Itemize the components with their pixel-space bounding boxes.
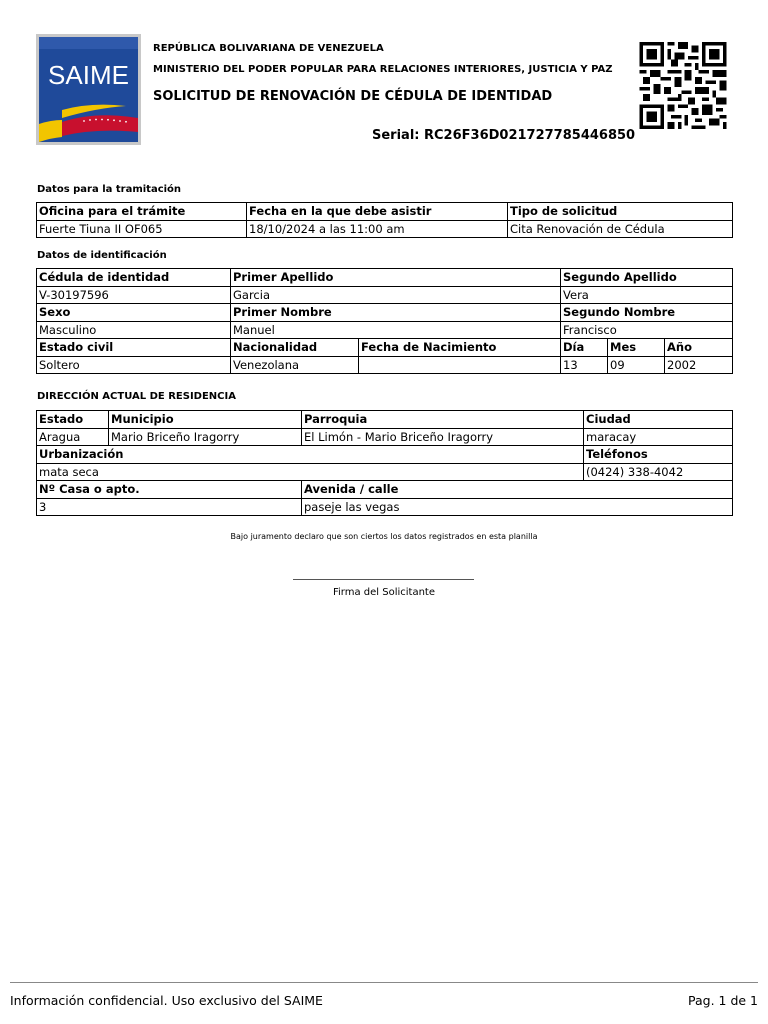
serial-number: Serial: RC26F36D021727785446850 bbox=[372, 128, 636, 143]
oath-statement: Bajo juramento declaro que son ciertos los datos registrados en esta planilla bbox=[230, 532, 538, 541]
office-value: Fuerte Tiuna II OF065 bbox=[37, 220, 247, 238]
table-row bbox=[37, 321, 733, 339]
nacimiento-value bbox=[359, 356, 561, 374]
nacionalidad-label: Nacionalidad bbox=[231, 339, 359, 357]
casa-value: 3 bbox=[37, 498, 302, 516]
estado-civil-value: Soltero bbox=[37, 356, 231, 374]
table-row bbox=[37, 481, 733, 499]
table-row bbox=[37, 411, 733, 429]
nombre1-label: Primer Nombre bbox=[231, 304, 561, 322]
table-row bbox=[37, 304, 733, 322]
date-label: Fecha en la que debe asistir bbox=[247, 203, 508, 221]
table-row bbox=[37, 286, 733, 304]
municipio-label: Municipio bbox=[109, 411, 302, 429]
parroquia-label: Parroquia bbox=[302, 411, 584, 429]
mes-label: Mes bbox=[608, 339, 665, 357]
ciudad-label: Ciudad bbox=[584, 411, 733, 429]
table-row bbox=[37, 428, 733, 446]
qr-code bbox=[637, 42, 729, 129]
urbanizacion-label: Urbanización bbox=[37, 446, 584, 464]
apellido2-label: Segundo Apellido bbox=[561, 269, 733, 287]
estado-label: Estado bbox=[37, 411, 109, 429]
footer-confidential: Información confidencial. Uso exclusivo del SAIME bbox=[10, 993, 323, 1008]
table-row bbox=[37, 203, 733, 221]
dia-label: Día bbox=[561, 339, 608, 357]
ciudad-value: maracay bbox=[584, 428, 733, 446]
telefonos-label: Teléfonos bbox=[584, 446, 733, 464]
type-value: Cita Renovación de Cédula bbox=[508, 220, 733, 238]
estado-civil-label: Estado civil bbox=[37, 339, 231, 357]
tramitacion-table bbox=[36, 202, 733, 238]
nombre2-value: Francisco bbox=[561, 321, 733, 339]
sexo-value: Masculino bbox=[37, 321, 231, 339]
parroquia-value: El Limón - Mario Briceño Iragorry bbox=[302, 428, 584, 446]
office-label: Oficina para el trámite bbox=[37, 203, 247, 221]
dia-value: 13 bbox=[561, 356, 608, 374]
avenida-value: paseje las vegas bbox=[302, 498, 733, 516]
logo-text: SAIME bbox=[48, 60, 129, 90]
date-value: 18/10/2024 a las 11:00 am bbox=[247, 220, 508, 238]
section-identificacion: Datos de identificación bbox=[37, 250, 167, 261]
municipio-value: Mario Briceño Iragorry bbox=[109, 428, 302, 446]
nacionalidad-value: Venezolana bbox=[231, 356, 359, 374]
sexo-label: Sexo bbox=[37, 304, 231, 322]
footer-divider bbox=[10, 982, 758, 983]
anio-value: 2002 bbox=[665, 356, 733, 374]
urbanizacion-value: mata seca bbox=[37, 463, 584, 481]
cedula-label: Cédula de identidad bbox=[37, 269, 231, 287]
document-title: SOLICITUD DE RENOVACIÓN DE CÉDULA DE IDENTIDAD bbox=[153, 89, 553, 104]
table-row bbox=[37, 339, 733, 357]
signature-label: Firma del Solicitante bbox=[332, 587, 435, 598]
nacimiento-label: Fecha de Nacimiento bbox=[359, 339, 561, 357]
identificacion-table bbox=[36, 268, 733, 374]
table-row bbox=[37, 463, 733, 481]
saime-logo bbox=[36, 34, 141, 145]
table-row bbox=[37, 498, 733, 516]
table-row bbox=[37, 220, 733, 238]
section-tramitacion: Datos para la tramitación bbox=[37, 184, 182, 195]
telefonos-value: (0424) 338-4042 bbox=[584, 463, 733, 481]
cedula-value: V-30197596 bbox=[37, 286, 231, 304]
type-label: Tipo de solicitud bbox=[508, 203, 733, 221]
estado-value: Aragua bbox=[37, 428, 109, 446]
republic-heading: REPÚBLICA BOLIVARIANA DE VENEZUELA bbox=[153, 43, 384, 54]
apellido2-value: Vera bbox=[561, 286, 733, 304]
table-row bbox=[37, 356, 733, 374]
table-row bbox=[37, 269, 733, 287]
residencia-table bbox=[36, 410, 733, 516]
nombre1-value: Manuel bbox=[231, 321, 561, 339]
anio-label: Año bbox=[665, 339, 733, 357]
casa-label: Nº Casa o apto. bbox=[37, 481, 302, 499]
signature-line bbox=[293, 579, 474, 580]
section-residencia: DIRECCIÓN ACTUAL DE RESIDENCIA bbox=[37, 391, 236, 402]
apellido1-label: Primer Apellido bbox=[231, 269, 561, 287]
table-row bbox=[37, 446, 733, 464]
apellido1-value: Garcia bbox=[231, 286, 561, 304]
mes-value: 09 bbox=[608, 356, 665, 374]
avenida-label: Avenida / calle bbox=[302, 481, 733, 499]
footer-page-number: Pag. 1 de 1 bbox=[688, 993, 758, 1008]
ministry-heading: MINISTERIO DEL PODER POPULAR PARA RELACIONES INTERIORES, JUSTICIA Y PAZ bbox=[153, 64, 613, 75]
nombre2-label: Segundo Nombre bbox=[561, 304, 733, 322]
